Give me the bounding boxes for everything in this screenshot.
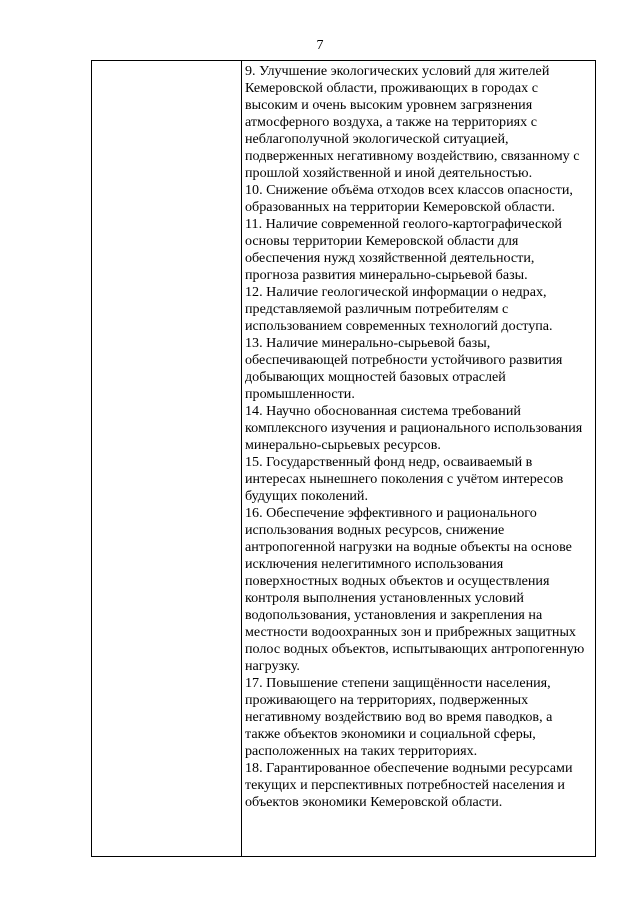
list-item-15: 15. Государственный фонд недр, осваиваемый в интересах нынешнего поколения с учётом интересов будущих поколений. [245,454,564,504]
list-item-13: 13. Наличие минерально-сырьевой базы, обеспечивающей потребности устойчивого развития добывающих мощностей базовых отраслей промышленности. [245,335,563,402]
list-item-18: 18. Гарантированное обеспечение водными ресурсами текущих и перспективных потребностей населения и объектов экономики Кемеровской области. [245,760,573,810]
list-item-12: 12. Наличие геологической информации о недрах, представляемой различным потребителям с использованием современных технологий доступа. [245,284,553,334]
list-item-10: 10. Снижение объёма отходов всех классов опасности, образованных на территории Кемеровской области. [245,182,573,215]
list-item-9: 9. Улучшение экологических условий для жителей Кемеровской области, проживающих в городах с высоким и очень высоким уровнем загрязнения атмосферного воздуха, а также на территориях с неблагополучной экологической ситуацией, подверженных негативному воздействию, связанному с прошлой хозяйственной и иной деятельностью. [245,63,580,181]
list-item-17: 17. Повышение степени защищённости населения, проживающего на территориях, подверженных негативному воздействию вод во время паводков, а также объектов экономики и социальной сферы, расположенных на таких территориях. [245,675,553,759]
page-number: 7 [316,38,324,53]
list-item-11: 11. Наличие современной геолого-картографической основы территории Кемеровской области для обеспечения нужд хозяйственной деятельности, прогноза развития минерально-сырьевой базы. [245,216,562,283]
list-item-16: 16. Обеспечение эффективного и рационального использования водных ресурсов, снижение антропогенной нагрузки на водные объекты на основе исключения нелегитимного использования поверхностных водных объектов и осуществления контроля выполнения установленных условий водопользования, установления и закрепления на местности водоохранных зон и прибрежных защитных полос водных объектов, испытывающих антропогенную нагрузку. [245,505,585,674]
table-left-cell [92,61,242,856]
table-right-cell [242,61,595,856]
document-table [91,60,596,857]
list-item-14: 14. Научно обоснованная система требований комплексного изучения и рационального использования минерально-сырьевых ресурсов. [245,403,583,453]
